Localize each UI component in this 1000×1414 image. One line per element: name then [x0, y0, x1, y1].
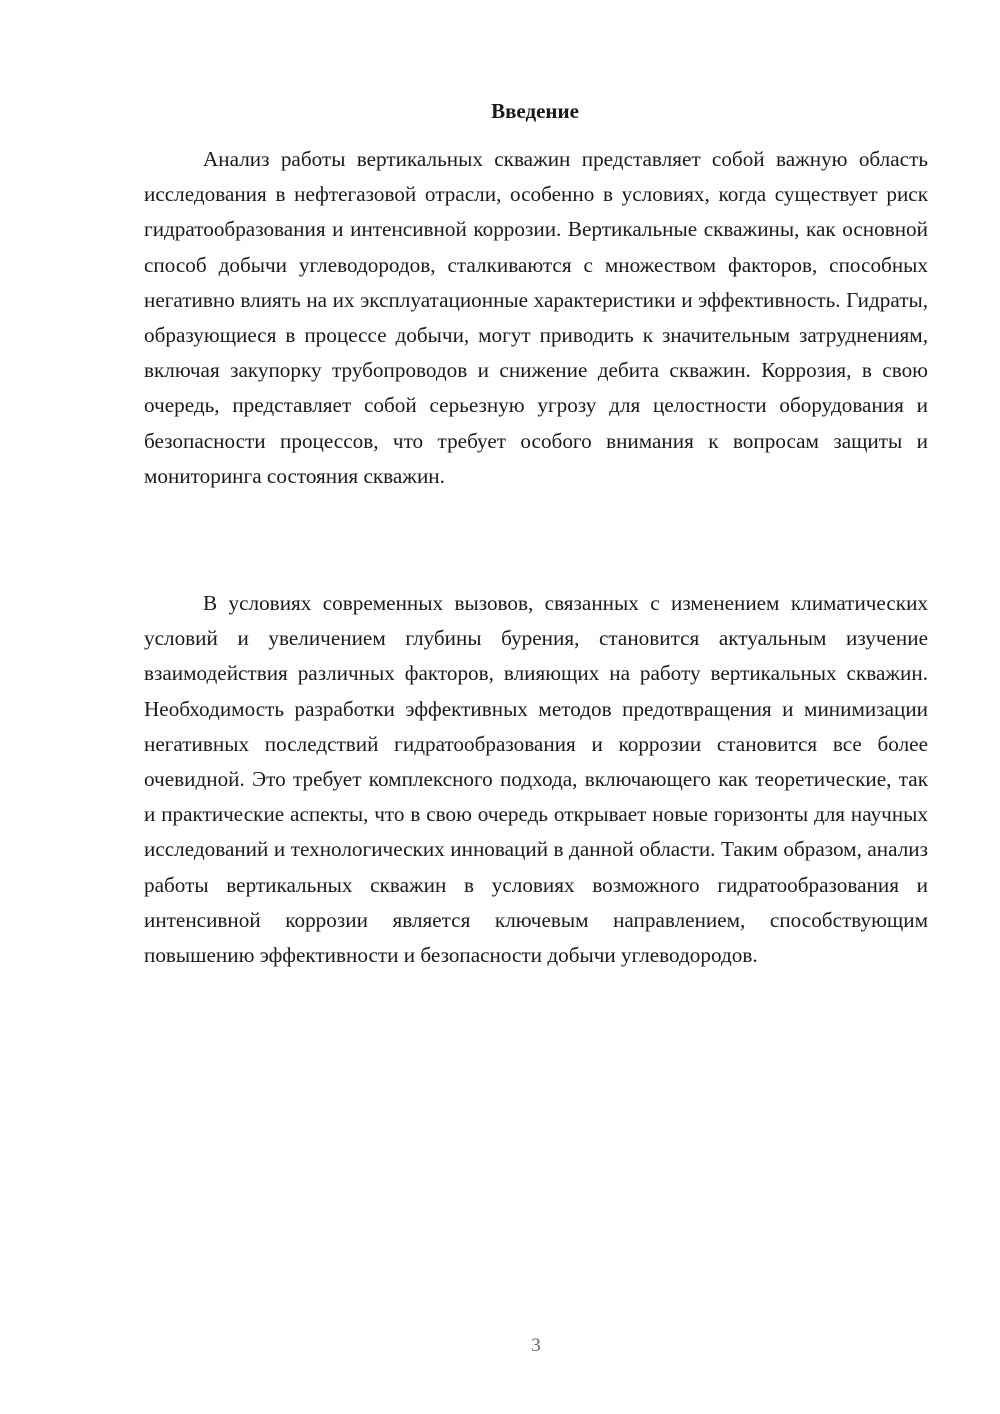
paragraph-1: Анализ работы вертикальных скважин представляет собой важную область исследования в нефтегазовой отрасли, особенно в условиях, когда существует риск гидратообразования и интенсивной коррозии. Вертикальные скважины, как основной способ добычи углеводородов, сталкиваются с множеством факторов, способных негативно влиять на их эксплуатационные характеристики и эффективность. Гидраты, образующиеся в процессе добычи, могут приводить к значительным затруднениям, включая закупорку трубопроводов и снижение дебита скважин. Коррозия, в свою очередь, представляет собой серьезную угрозу для целостности оборудования и безопасности процессов, что требует особого внимания к вопросам защиты и мониторинга состояния скважин. [144, 147, 928, 488]
paragraph-2: В условиях современных вызовов, связанных с изменением климатических условий и увеличением глубины бурения, становится актуальным изучение взаимодействия различных факторов, влияющих на работу вертикальных скважин. Необходимость разработки эффективных методов предотвращения и минимизации негативных последствий гидратообразования и коррозии становится все более очевидной. Это требует комплексного подхода, включающего как теоретические, так и практические аспекты, что в свою очередь открывает новые горизонты для научных исследований и технологических инноваций в данной области. Таким образом, анализ работы вертикальных скважин в условиях возможного гидратообразования и интенсивной коррозии является ключевым направлением, способствующим повышению эффективности и безопасности добычи углеводородов. [144, 591, 928, 968]
page-number: 3 [531, 1335, 541, 1356]
section-heading: Введение [491, 99, 579, 123]
